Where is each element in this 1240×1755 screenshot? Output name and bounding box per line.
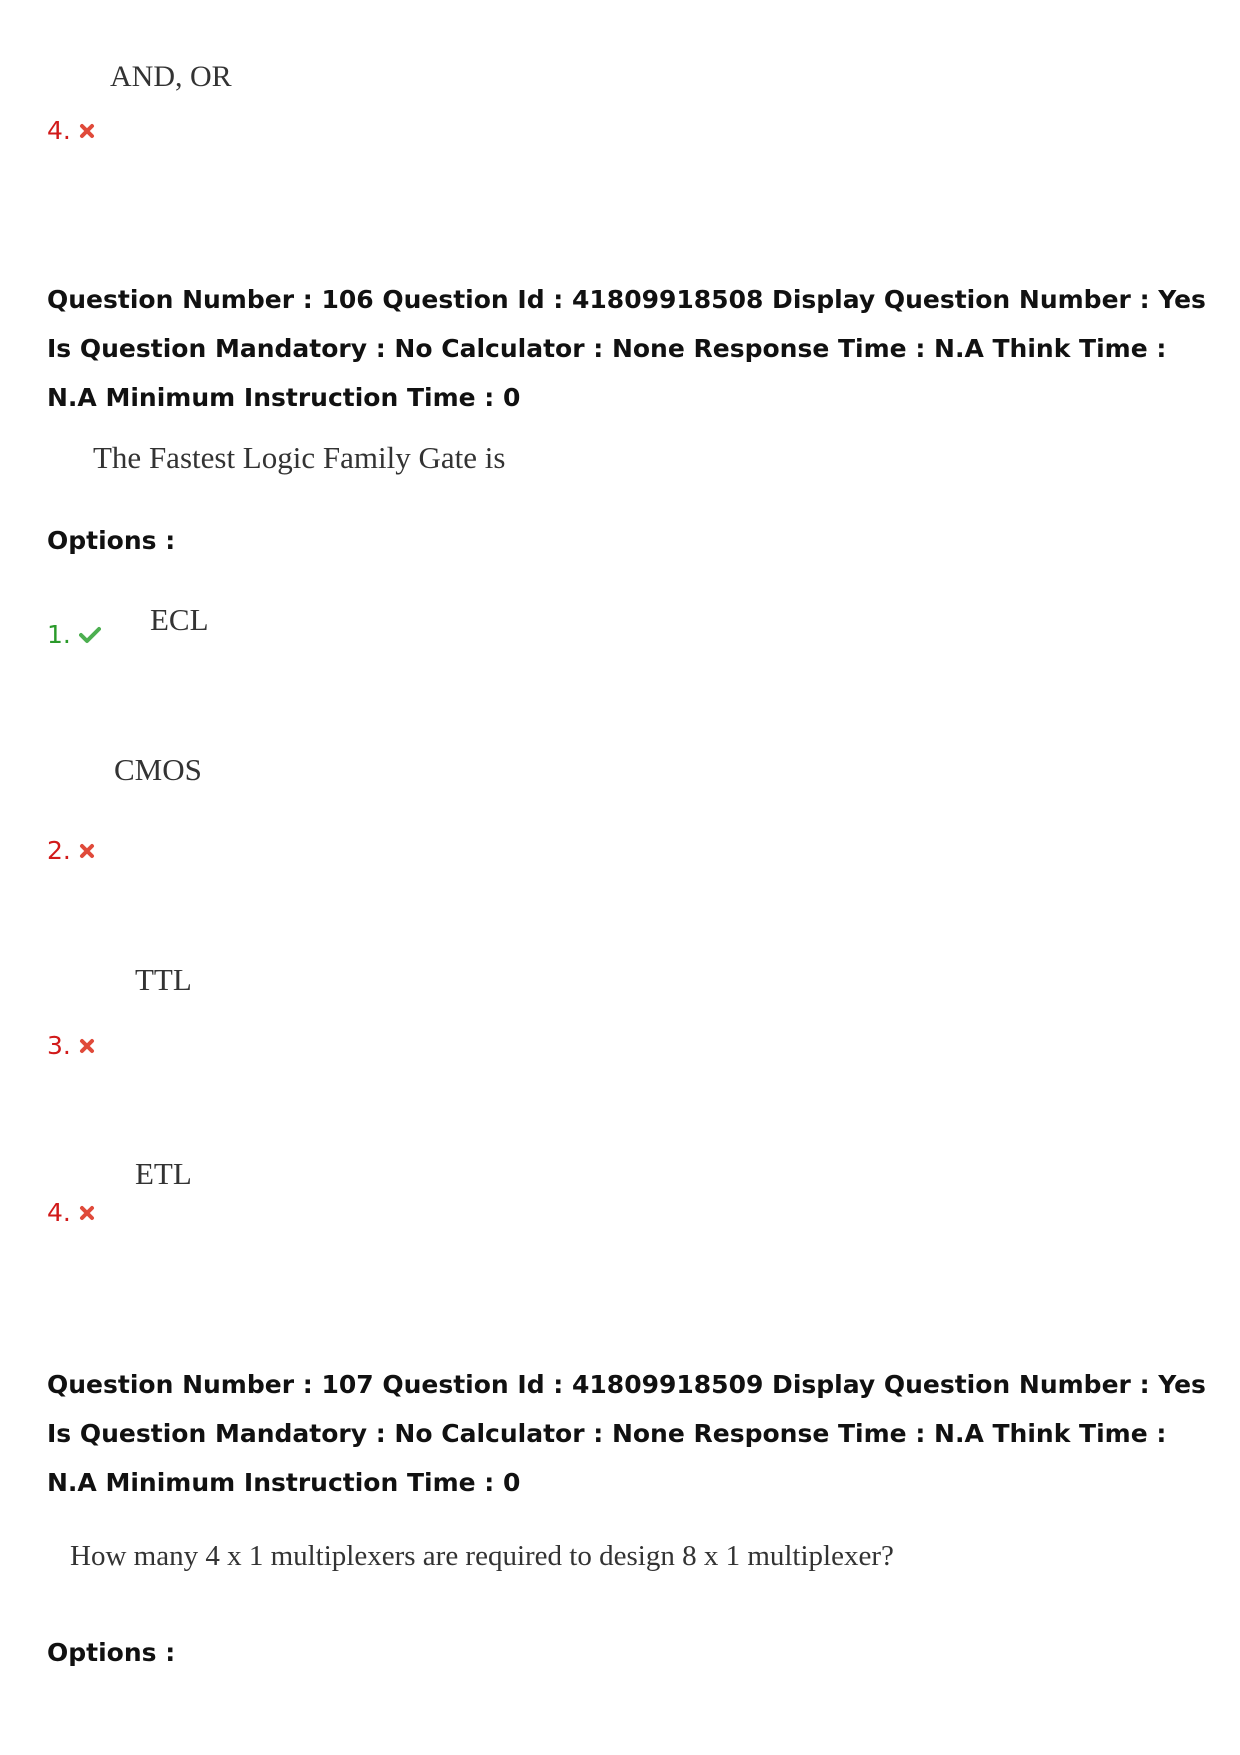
- cross-icon: [79, 1038, 95, 1054]
- question-106-option-2: [47, 836, 95, 865]
- question-107-text: How many 4 x 1 multiplexers are required to design 8 x 1 multiplexer?: [70, 1540, 894, 1572]
- cross-icon: [79, 123, 95, 139]
- question-106-option-3: [47, 1031, 95, 1060]
- option-2-text: CMOS: [114, 752, 202, 787]
- question-106-header: Question Number : 106 Question Id : 41809918508 Display Question Number : Yes Is Question Mandatory : No Calculator : None Response Time : N.A Think Time : N.A Minimum Instruction Time : 0: [47, 285, 1206, 412]
- prev-option-4-text: AND, OR: [110, 60, 232, 93]
- option-1-number: 1.: [47, 620, 71, 649]
- cross-icon: [79, 1205, 95, 1221]
- option-2-number: 2.: [47, 836, 71, 865]
- question-106-text: The Fastest Logic Family Gate is: [93, 440, 506, 475]
- option-3-text: TTL: [135, 962, 192, 997]
- option-4-text: ETL: [135, 1156, 192, 1191]
- prev-option-4: [47, 116, 95, 145]
- check-icon: [79, 626, 101, 644]
- option-4-number: 4.: [47, 1198, 71, 1227]
- option-1-text: ECL: [150, 602, 209, 637]
- cross-icon: [79, 843, 95, 859]
- question-106-options-label: Options :: [47, 526, 176, 555]
- question-107-header: Question Number : 107 Question Id : 41809918509 Display Question Number : Yes Is Question Mandatory : No Calculator : None Response Time : N.A Think Time : N.A Minimum Instruction Time : 0: [47, 1370, 1206, 1497]
- option-3-number: 3.: [47, 1031, 71, 1060]
- question-106-option-1: [47, 620, 101, 649]
- question-106-option-4: [47, 1198, 95, 1227]
- prev-option-4-number: 4.: [47, 116, 71, 145]
- question-107-options-label: Options :: [47, 1638, 176, 1667]
